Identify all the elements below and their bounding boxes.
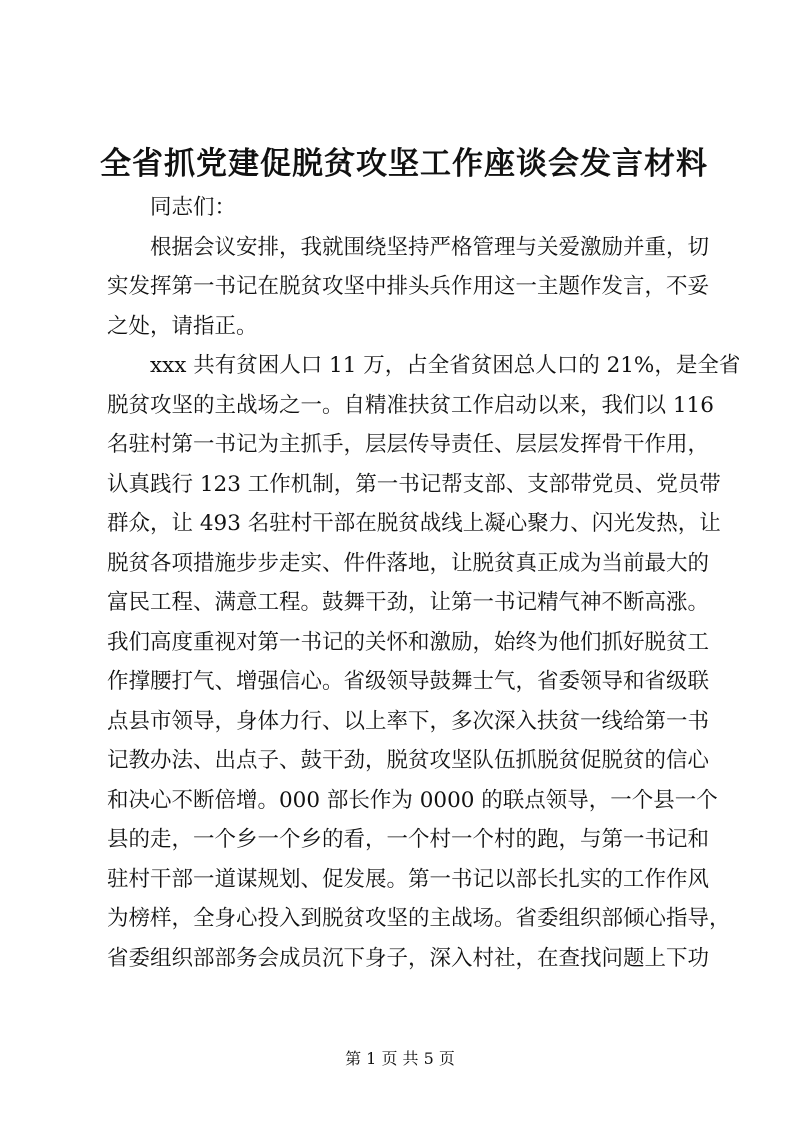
paragraph-line: 脱贫攻坚的主战场之一。自精准扶贫工作启动以来，我们以 116 <box>107 392 714 418</box>
paragraph-1 <box>107 228 710 347</box>
paragraph-line: 为榜样，全身心投入到脱贫攻坚的主战场。省委组织部倾心指导， <box>107 906 731 931</box>
document-body <box>107 188 741 978</box>
paragraph-line: 作撑腰打气、增强信心。省级领导鼓舞士气，省委领导和省级联 <box>107 669 710 694</box>
paragraph-line: 县的走，一个乡一个乡的看，一个村一个村的跑，与第一书记和 <box>107 827 710 852</box>
document-title: 全省抓党建促脱贫攻坚工作座谈会发言材料 <box>100 146 708 182</box>
paragraph-line: 我们高度重视对第一书记的关怀和激励，始终为他们抓好脱贫工 <box>107 629 710 655</box>
paragraph-line: 群众，让 493 名驻村干部在脱贫战线上凝心聚力、闪光发热，让 <box>107 511 721 536</box>
paragraph-line: 之处，请指正。 <box>107 313 258 339</box>
paragraph-line: 记教办法、出点子、鼓干劲，脱贫攻坚队伍抓脱贫促脱贫的信心 <box>107 748 710 773</box>
paragraph-line: 根据会议安排，我就围绕坚持严格管理与关爱激励并重，切 <box>150 234 710 260</box>
paragraph-line: xxx 共有贫困人口 11 万，占全省贫困总人口的 21%，是全省 <box>150 353 741 378</box>
paragraph-line: 和决心不断倍增。000 部长作为 0000 的联点领导，一个县一个 <box>107 787 718 813</box>
paragraph-2 <box>107 346 741 978</box>
paragraph-line: 富民工程、满意工程。鼓舞干劲，让第一书记精气神不断高涨。 <box>107 590 710 615</box>
paragraph-line: 驻村干部一道谋规划、促发展。第一书记以部长扎实的工作作风 <box>107 866 710 892</box>
paragraph-line: 省委组织部部务会成员沉下身子，深入村社，在查找问题上下功 <box>107 945 710 971</box>
paragraph-line: 实发挥第一书记在脱贫攻坚中排头兵作用这一主题作发言，不妥 <box>107 274 710 299</box>
paragraph-line: 认真践行 123 工作机制，第一书记帮支部、支部带党员、党员带 <box>107 471 721 497</box>
paragraph-line: 名驻村第一书记为主抓手，层层传导责任、层层发挥骨干作用， <box>107 432 710 457</box>
page-footer: 第 1 页 共 5 页 <box>345 1049 455 1068</box>
greeting-line: 同志们： <box>150 195 237 220</box>
paragraph-line: 点县市领导，身体力行、以上率下，多次深入扶贫一线给第一书 <box>107 708 710 734</box>
paragraph-line: 脱贫各项措施步步走实、件件落地，让脱贫真正成为当前最大的 <box>107 550 710 576</box>
